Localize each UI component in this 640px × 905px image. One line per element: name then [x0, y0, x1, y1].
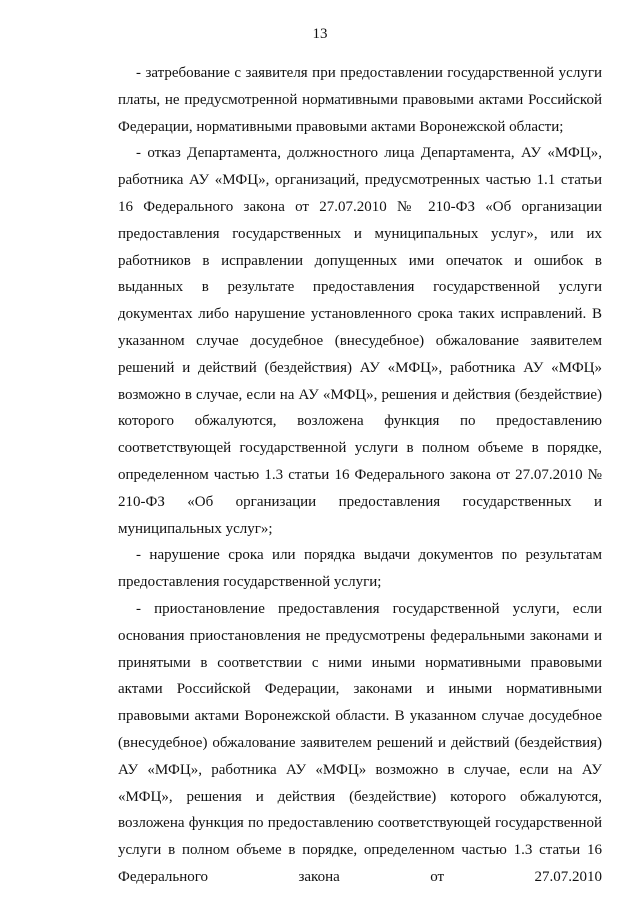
paragraph-fee-demand: - затребование с заявителя при предоставлении государственной услуги платы, не предусмотренной нормативными правовыми актами Российской Федерации, нормативными правовыми актами Воронежской области; [118, 65, 602, 135]
paragraph-issuance-violation: - нарушение срока или порядка выдачи документов по результатам предоставления государственной услуги; [118, 547, 602, 591]
paragraph-suspension: - приостановление предоставления государственной услуги, если основания приостановления не предусмотрены федеральными законами и принятыми в соответствии с ними иными нормативными правовыми актами Российской Федерации, законами и иными нормативными правовыми актами Воронежской области. В указанном случае досудебное (внесудебное) обжалование заявителем решений и действий (бездействия) АУ «МФЦ», работника АУ «МФЦ» возможно в случае, если на АУ «МФЦ», решения и действия (бездействие) которого обжалуются, возложена функция по предоставлению соответствующей государственной услуги в полном объеме в порядке, определенном частью 1.3 статьи 16 Федерального закона от 27.07.2010 [118, 600, 602, 885]
page-number: 13 [312, 26, 328, 42]
document-body [118, 60, 602, 891]
paragraph-correction-refusal: - отказ Департамента, должностного лица Департамента, АУ «МФЦ», работника АУ «МФЦ», организаций, предусмотренных частью 1.1 статьи 16 Федерального закона от 27.07.2010 № 210-ФЗ «Об организации предоставления государственных и муниципальных услуг», или их работников в исправлении допущенных ими опечаток и ошибок в выданных в результате предоставления государственной услуги документах либо нарушение установленного срока таких исправлений. В указанном случае досудебное (внесудебное) обжалование заявителем решений и действий (бездействия) АУ «МФЦ», работника АУ «МФЦ» возможно в случае, если на АУ «МФЦ», решения и действия (бездействие) которого обжалуются, возложена функция по предоставлению соответствующей государственной услуги в полном объеме в порядке, определенном частью 1.3 статьи 16 Федерального закона от 27.07.2010 № 210-ФЗ «Об организации предоставления государственных и муниципальных услуг»; [118, 145, 602, 537]
